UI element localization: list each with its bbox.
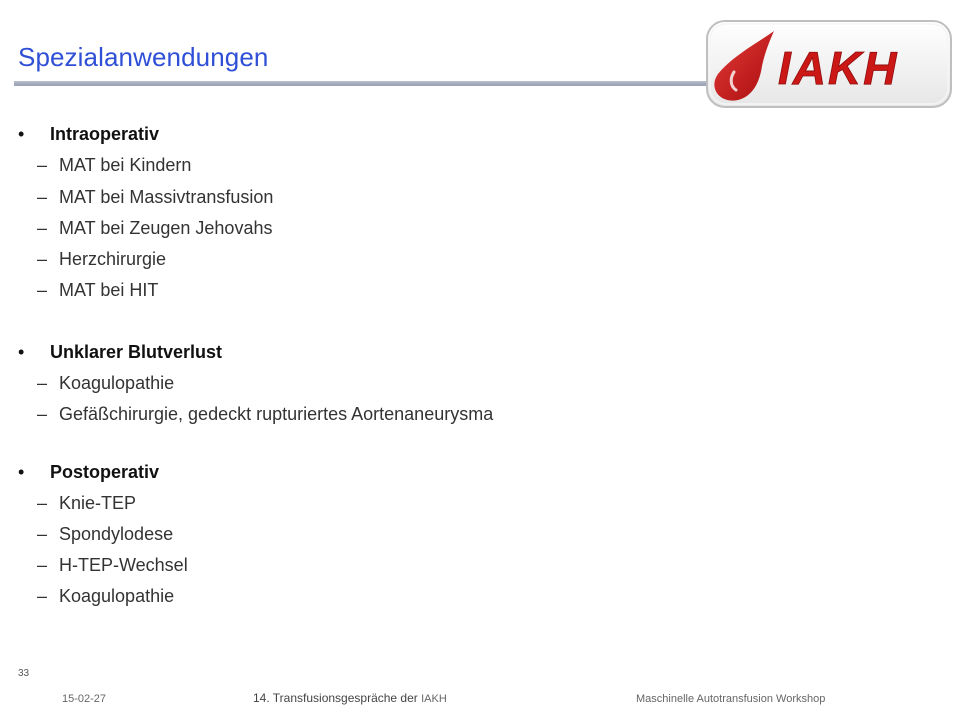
section-heading-unklarer-blutverlust [18,342,222,363]
list-item [37,586,174,607]
page-number: 33 [18,668,30,679]
section-heading-label: Unklarer Blutverlust [50,342,223,362]
list-item [37,373,174,394]
list-dash: – [37,586,48,606]
slide-title: Spezialanwendungen [18,42,269,72]
list-dash: – [37,249,48,269]
list-item-label: Spondylodese [59,524,174,544]
list-item-label: Gefäßchirurgie, gedeckt rupturiertes Aortenaneurysma [59,404,494,424]
bullet-dot: • [18,462,25,482]
list-dash: – [37,187,48,207]
bullet-dot: • [18,124,25,144]
footer-event-label: 14. Transfusionsgespräche der [253,691,418,705]
footer-event-org: IAKH [421,693,447,705]
list-dash: – [37,373,48,393]
list-item-label: Knie-TEP [59,493,137,513]
section-heading-intraoperativ [18,124,159,145]
list-item [37,555,188,576]
footer-workshop: Maschinelle Autotransfusion Workshop [636,693,826,705]
section-heading-postoperativ [18,462,159,483]
list-item [37,280,158,301]
slide-footer [0,660,960,720]
section-heading-label: Postoperativ [50,462,160,482]
list-dash: – [37,555,48,575]
list-item [37,404,493,425]
list-item [37,524,173,545]
list-item-label: Koagulopathie [59,586,175,606]
list-dash: – [37,493,48,513]
bullet-dot: • [18,342,25,362]
list-item-label: H-TEP-Wechsel [59,555,188,575]
list-dash: – [37,280,48,300]
footer-event [253,691,447,705]
list-item [37,249,166,270]
list-dash: – [37,404,48,424]
list-dash: – [37,218,48,238]
logo-text: IAKH [778,42,899,94]
list-dash: – [37,155,48,175]
list-item [37,218,272,239]
list-dash: – [37,524,48,544]
list-item [37,493,136,514]
list-item-label: MAT bei Zeugen Jehovahs [59,218,273,238]
footer-date: 15-02-27 [62,693,107,705]
section-heading-label: Intraoperativ [50,124,160,144]
list-item-label: MAT bei Massivtransfusion [59,187,274,207]
list-item [37,155,191,176]
list-item-label: MAT bei Kindern [59,155,192,175]
list-item-label: MAT bei HIT [59,280,159,300]
list-item-label: Koagulopathie [59,373,175,393]
list-item-label: Herzchirurgie [59,249,167,269]
list-item [37,187,273,208]
